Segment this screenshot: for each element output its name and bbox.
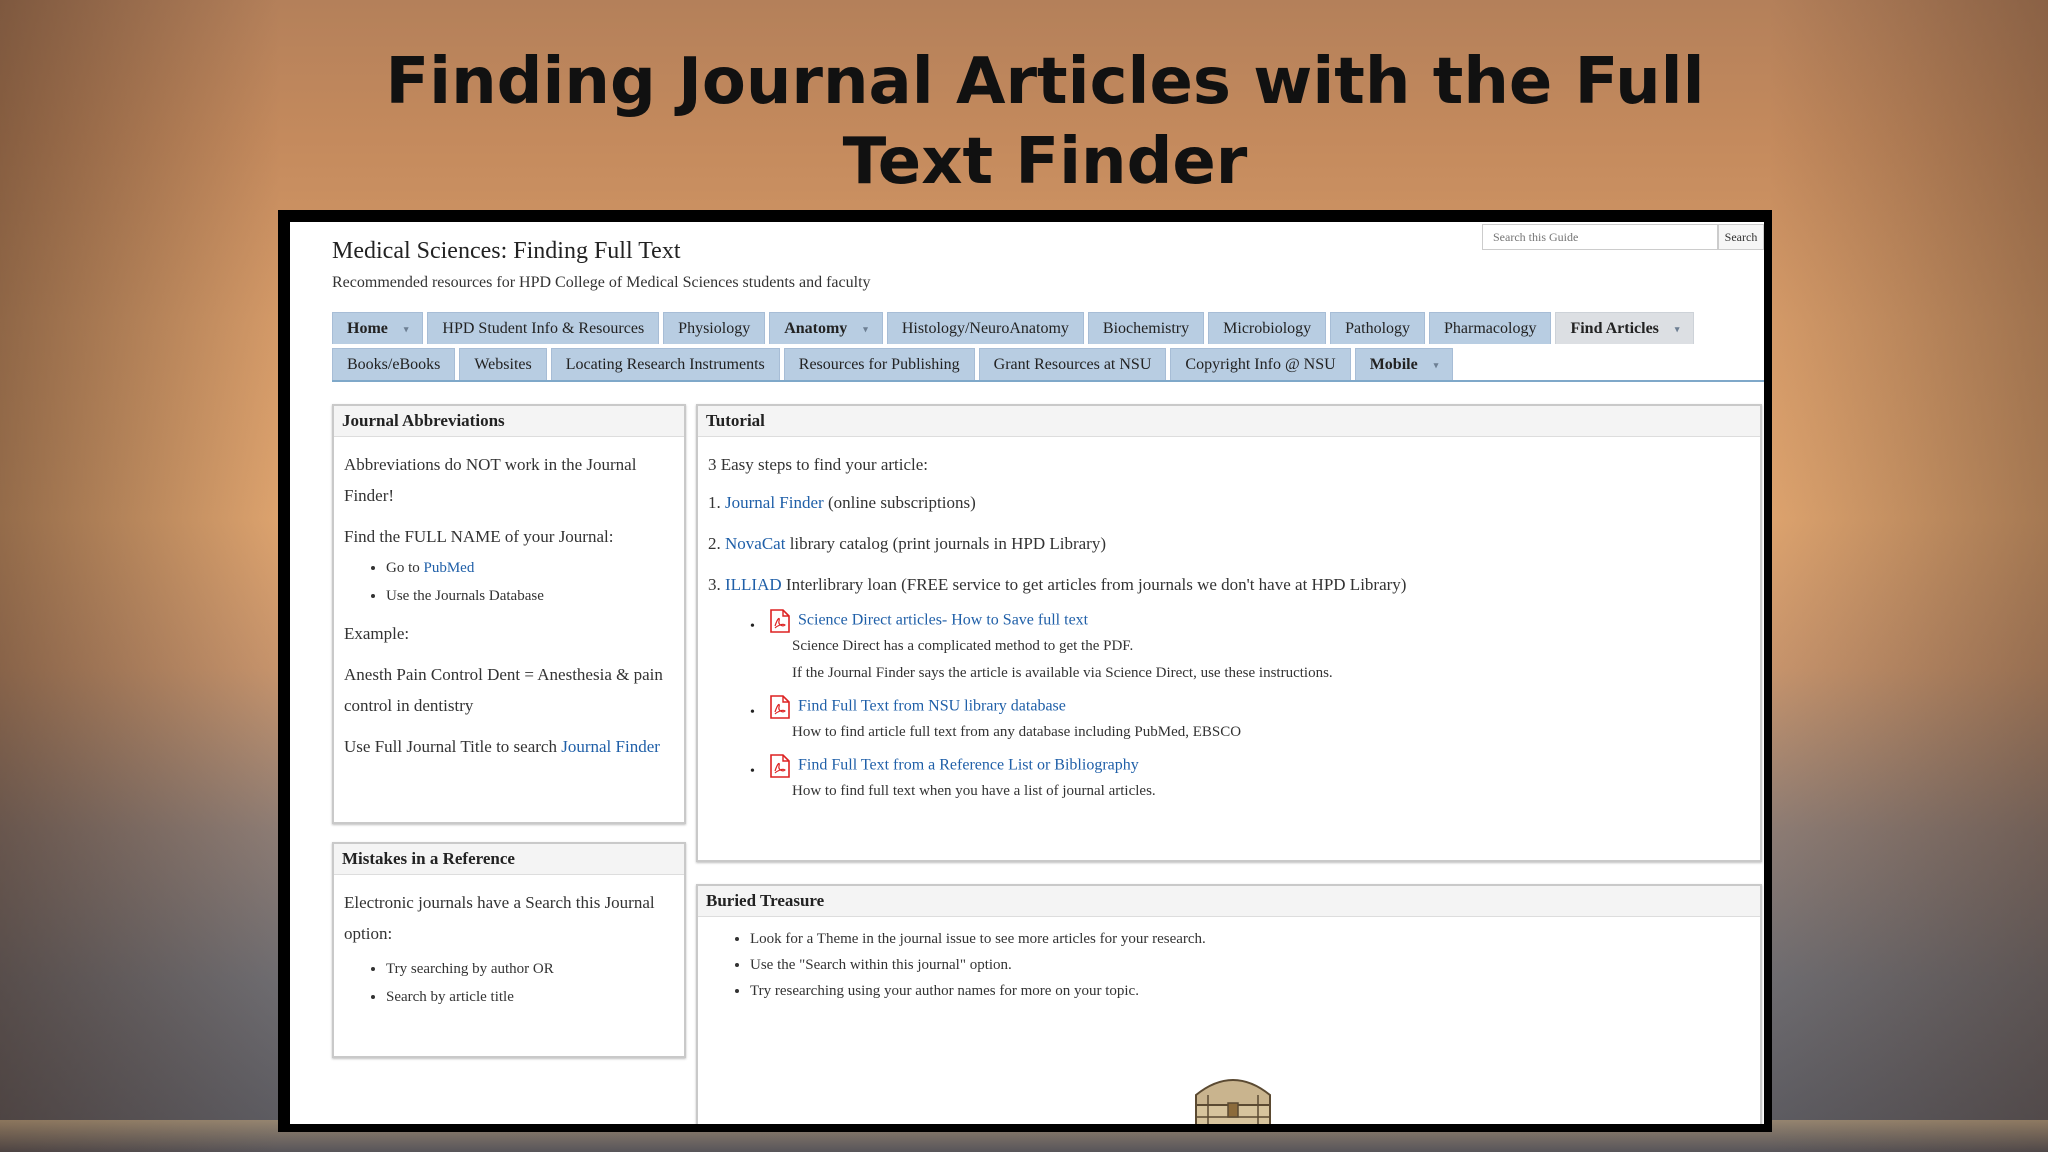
treasure-chest-icon [1188,1065,1278,1124]
pdf-icon[interactable] [770,609,790,633]
tab-label: Histology/NeuroAnatomy [901,320,1069,337]
slide-title: Finding Journal Articles with the Full Text Finder [385,45,1705,199]
list-item: • Try researching using your author names for more on your topic. [750,981,1750,1001]
guide-title: Medical Sciences: Finding Full Text [332,238,681,264]
abbrev-text-5-prefix: Use Full Journal Title to search [344,737,562,756]
tab-label: Home [347,320,388,337]
journal-finder-link[interactable]: Journal Finder [561,737,660,756]
mistakes-text: Electronic journals have a Search this Journal option: [344,893,655,943]
resource-link-3[interactable]: Find Full Text from a Reference List or Bibliography [798,756,1139,774]
search-guide-input[interactable] [1482,224,1718,250]
tab-grant-resources-at-nsu[interactable] [979,348,1167,380]
caret-down-icon[interactable]: ▾ [403,324,409,335]
tab-microbiology[interactable] [1208,312,1326,344]
tab-label: Physiology [678,320,751,337]
nav-tabs-row-2 [332,348,1453,380]
resource-link-1[interactable]: Science Direct articles- How to Save full text [798,611,1089,629]
tab-books-ebooks[interactable] [332,348,455,380]
resource-item [750,754,1750,805]
tab-label: Biochemistry [1102,320,1190,337]
nav-tabs-row-1 [332,312,1694,344]
guide-subtitle: Recommended resources for HPD College of Medical Sciences students and faculty [332,274,871,291]
box-title: Buried Treasure [698,886,1760,917]
resource-description: Science Direct has a complicated method to get the PDF. [792,638,1134,654]
pdf-icon[interactable] [770,754,790,778]
mistakes-list [344,959,674,1007]
tab-biochemistry[interactable] [1088,312,1204,344]
tab-copyright-info-nsu[interactable] [1170,348,1350,380]
abbrev-example-label: Example: [344,624,410,643]
pdf-icon[interactable] [770,695,790,719]
tab-anatomy[interactable] [769,312,883,344]
abbrev-example-text: Anesth Pain Control Dent = Anesthesia & pain control in dentistry [344,665,663,715]
resource-item [750,695,1750,746]
step-text: Interlibrary loan (FREE service to get articles from journals we don't have at HPD Library) [781,575,1407,594]
list-item: • Try searching by author OR [386,959,674,979]
step-link-journal-finder[interactable]: Journal Finder [725,493,824,512]
resource-item [750,609,1750,687]
tutorial-step [708,486,1750,519]
bullet: • [750,619,755,634]
tab-pharmacology[interactable] [1429,312,1551,344]
tab-physiology[interactable] [663,312,765,344]
tabs-underline [332,380,1764,382]
box-title: Journal Abbreviations [334,406,684,437]
step-link-illiad[interactable]: ILLIAD [725,575,782,594]
tab-label: Resources for Publishing [798,356,960,373]
tutorial-intro: 3 Easy steps to find your article: [708,455,929,474]
tutorial-steps [708,486,1750,601]
tab-label: Find Articles [1570,320,1659,337]
resource-link-2[interactable]: Find Full Text from NSU library database [798,697,1066,715]
caret-down-icon[interactable]: ▾ [1674,324,1680,335]
tutorial-resources [708,609,1750,805]
tab-label: Grant Resources at NSU [993,356,1152,373]
tutorial-box [696,404,1762,862]
list-item: • Look for a Theme in the journal issue to see more articles for your research. [750,929,1750,949]
mistakes-box [332,842,686,1058]
treasure-list [708,929,1750,1001]
abbrev-text-1: Abbreviations do NOT work in the Journal Finder! [344,455,637,505]
background-shade-right [1768,0,2048,1152]
abbrev-text-5 [344,731,674,762]
caret-down-icon[interactable]: ▾ [1433,360,1439,371]
step-text: library catalog (print journals in HPD Library) [785,534,1106,553]
list-item: • Search by article title [386,987,674,1007]
tab-label: HPD Student Info & Resources [442,320,645,337]
tab-pathology[interactable] [1330,312,1425,344]
tutorial-step [708,527,1750,560]
list-item [386,558,674,578]
tab-label: Pharmacology [1444,320,1537,337]
bullet: • [750,764,755,779]
step-text: (online subscriptions) [823,493,976,512]
tab-home[interactable] [332,312,423,344]
tab-label: Mobile [1369,356,1418,373]
tab-websites[interactable] [459,348,546,380]
list-item-text: Go to [386,560,424,576]
search-button[interactable]: Search [1718,224,1764,250]
buried-treasure-box [696,884,1762,1124]
tab-hpd-student-info-resources[interactable] [427,312,659,344]
pubmed-link[interactable]: PubMed [423,560,475,576]
resource-description: How to find article full text from any database including PubMed, EBSCO [792,724,1242,740]
step-number: 1. [708,493,721,512]
journal-abbreviations-box [332,404,686,824]
tab-label: Books/eBooks [347,356,441,373]
tab-histology-neuroanatomy[interactable] [887,312,1084,344]
abbrev-text-2: Find the FULL NAME of your Journal: [344,527,614,546]
resource-description: If the Journal Finder says the article is available via Science Direct, use these instructions. [792,665,1333,681]
box-title: Mistakes in a Reference [334,844,684,875]
tab-label: Microbiology [1223,320,1312,337]
step-number: 3. [708,575,721,594]
tab-mobile[interactable] [1355,348,1454,380]
tab-label: Copyright Info @ NSU [1185,356,1336,373]
abbrev-list [344,558,674,606]
list-item: • Use the Journals Database [386,586,674,606]
tab-label: Pathology [1345,320,1411,337]
tab-label: Websites [474,356,532,373]
tab-label: Locating Research Instruments [565,356,765,373]
tab-locating-research-instruments[interactable] [551,348,780,380]
background-shade-left [0,0,280,1152]
bullet: • [750,705,755,720]
list-item: • Use the "Search within this journal" option. [750,955,1750,975]
tutorial-step [708,568,1750,601]
step-link-novacat[interactable]: NovaCat [725,534,786,553]
tab-label: Anatomy [784,320,848,337]
tab-resources-for-publishing[interactable] [784,348,975,380]
box-title: Tutorial [698,406,1760,437]
step-number: 2. [708,534,721,553]
resource-description: How to find full text when you have a list of journal articles. [792,783,1156,799]
tab-find-articles[interactable] [1555,312,1694,344]
guide-page [290,222,1764,1124]
caret-down-icon[interactable]: ▾ [863,324,868,335]
